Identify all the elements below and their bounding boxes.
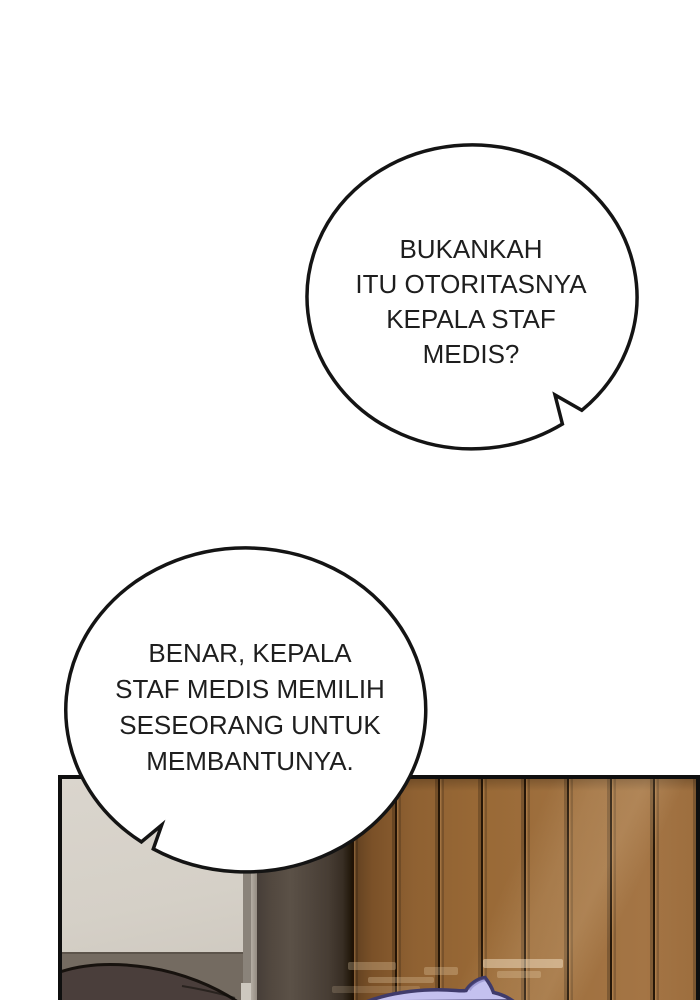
bubble-line: KEPALA STAF (386, 304, 556, 334)
bubble-top-text (311, 232, 631, 372)
bubble-line: BUKANKAH (399, 234, 543, 264)
bubble-line: MEDIS? (422, 339, 520, 369)
bubble-line: ITU OTORITASNYA (355, 269, 587, 299)
bubble-line: MEMBANTUNYA. (146, 746, 354, 776)
bubble-line: STAF MEDIS MEMILIH (115, 674, 385, 704)
bubble-line: SESEORANG UNTUK (119, 710, 381, 740)
bubble-line: BENAR, KEPALA (148, 638, 352, 668)
bubble-bottom-text (80, 635, 420, 779)
